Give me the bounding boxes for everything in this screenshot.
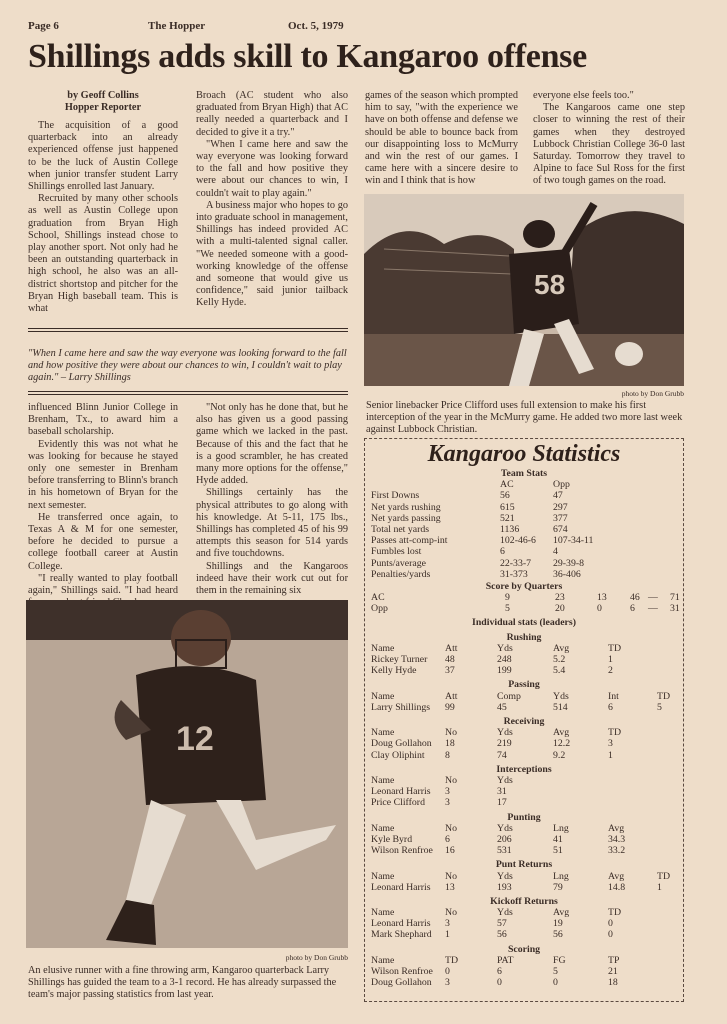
stat-cell: Att xyxy=(445,690,458,702)
stat-cell: 1 xyxy=(608,654,613,666)
stat-cell: 79 xyxy=(553,881,563,893)
stat-cell: 521 xyxy=(500,512,515,524)
stat-cell: Wilson Renfroe xyxy=(371,966,433,978)
stat-cell: Kyle Byrd xyxy=(371,833,413,845)
stat-cell: Yds xyxy=(497,727,513,739)
stat-cell: Mark Shephard xyxy=(371,929,432,941)
stats-section-header xyxy=(365,643,683,654)
team-stats-header xyxy=(365,479,683,490)
stats-section-header xyxy=(365,727,683,738)
stats-title: Kangaroo Statistics xyxy=(427,441,621,467)
byline xyxy=(28,90,178,114)
stat-cell: — xyxy=(648,603,658,615)
stat-cell: 48 xyxy=(445,654,455,666)
stat-cell: Name xyxy=(371,727,395,739)
team-stats-row xyxy=(365,558,683,569)
stat-cell: Name xyxy=(371,954,395,966)
stat-cell: 31 xyxy=(497,786,507,798)
stat-cell: 51 xyxy=(553,845,563,857)
stat-cell: Fumbles lost xyxy=(371,546,422,558)
quarters-row xyxy=(365,603,683,614)
stats-section-row xyxy=(365,882,683,893)
team-stats-row xyxy=(365,490,683,501)
stat-cell: Leonard Harris xyxy=(371,881,431,893)
stat-cell: 1 xyxy=(445,929,450,941)
stat-cell: No xyxy=(445,907,457,919)
paragraph: A business major who hopes to go into graduate school in management, Shillings has indeed provided AC with a multi-talented signal caller. "We needed someone with a good-working knowledge of the offense and someone that would give us confidence," said junior tailback Kelly Hyde. xyxy=(196,199,348,309)
stat-cell: 6 xyxy=(608,701,613,713)
stat-cell: 19 xyxy=(553,918,563,930)
paragraph: influenced Blinn Junior College in Brenham, Tx., to award him a baseball scholarship. xyxy=(28,402,178,438)
article-column-1 xyxy=(28,120,178,315)
stat-cell: 47 xyxy=(553,490,563,502)
stats-body xyxy=(365,468,683,988)
stat-cell: 13 xyxy=(597,592,607,604)
photo-caption: An elusive runner with a fine throwing arm, Kangaroo quarterback Larry Shillings has guided the team to a 3-1 record. He has already surpassed the team's major passing statistics from last year. xyxy=(28,965,337,1000)
stat-cell: Name xyxy=(371,690,395,702)
stat-cell: Leonard Harris xyxy=(371,918,431,930)
stat-cell: 56 xyxy=(500,490,510,502)
divider xyxy=(28,331,348,332)
stat-cell: 18 xyxy=(445,738,455,750)
stat-cell: Penalties/yards xyxy=(371,568,431,580)
stat-cell: 6 xyxy=(500,546,505,558)
stat-cell: TD xyxy=(657,690,671,702)
stat-cell: 20 xyxy=(555,603,565,615)
paragraph: Shillings certainly has the physical attributes to go along with his knowledge. At 5-11, 175 lbs., Shillings has completed 45 of his 99 attempts this season for 514 yards and five touchdowns. xyxy=(196,487,348,560)
stat-cell: 3 xyxy=(608,738,613,750)
stat-cell: 102-46-6 xyxy=(500,535,536,547)
stat-cell: 8 xyxy=(445,749,450,761)
stats-section-row xyxy=(365,738,683,749)
stat-cell: 5.4 xyxy=(553,665,566,677)
stat-cell: Yds xyxy=(497,907,513,919)
stat-cell: 0 xyxy=(608,929,613,941)
stat-cell: Lng xyxy=(553,870,569,882)
stat-cell: 3 xyxy=(445,786,450,798)
stats-section-header xyxy=(365,955,683,966)
paragraph: Evidently this was not what he was looking for because he stayed only one semester in Brenham before transferring to Blinn's branch in his hometown of Bryan for the next semester. xyxy=(28,438,178,511)
stat-cell: 6 xyxy=(497,966,502,978)
stat-cell: 41 xyxy=(553,833,563,845)
paragraph: "Not only has he done that, but he also has given us a good passing game which we lacked in the past. Because of this and the fact that he is a good scrambler, he has created many more options for the offense," Hyde added. xyxy=(196,402,348,487)
article-column-5 xyxy=(28,402,178,609)
stat-cell: 107-34-11 xyxy=(553,535,594,547)
stat-cell: 56 xyxy=(553,929,563,941)
stat-cell: 674 xyxy=(553,523,568,535)
paragraph: Shillings and the Kangaroos indeed have their work cut out for them in the remaining six xyxy=(196,560,348,597)
team-stats-row xyxy=(365,535,683,546)
stat-cell: Punts/average xyxy=(371,557,426,569)
stat-cell: 34.3 xyxy=(608,833,626,845)
stats-section-title: Punting xyxy=(507,811,541,823)
paragraph: everyone else feels too." xyxy=(533,90,634,101)
team-stats-row xyxy=(365,546,683,557)
stats-section-title: Passing xyxy=(508,679,540,691)
stat-cell: 531 xyxy=(497,845,512,857)
article-column-3 xyxy=(365,90,518,188)
stat-cell: Lng xyxy=(553,822,569,834)
stat-cell: — xyxy=(648,592,658,604)
divider xyxy=(28,391,348,392)
stat-cell: 3 xyxy=(445,797,450,809)
stat-cell: Doug Gollahon xyxy=(371,977,432,989)
stat-cell: Net yards rushing xyxy=(371,501,441,513)
stat-cell: Name xyxy=(371,774,395,786)
jersey-number: 12 xyxy=(176,720,214,758)
stat-cell: No xyxy=(445,727,457,739)
stat-cell: Avg xyxy=(608,822,625,834)
stat-cell: 193 xyxy=(497,881,512,893)
paragraph: He transferred once again, to Texas A & M for one semester, before he decided to pursue a college football career at Austin College. xyxy=(28,511,178,572)
stat-cell: 0 xyxy=(597,603,602,615)
stat-cell: 9 xyxy=(505,592,510,604)
stat-cell: 12.2 xyxy=(553,738,571,750)
stat-cell: Att xyxy=(445,642,458,654)
photo-linebacker xyxy=(364,194,684,386)
stat-cell: 5 xyxy=(505,603,510,615)
stats-section-title: Rushing xyxy=(506,631,542,643)
paragraph: The acquisition of a good quarterback into an already experienced offense just happened to be the luck of Austin College when junior transfer student Larry Shillings enrolled last January. xyxy=(28,120,178,193)
stats-section-header xyxy=(365,775,683,786)
stat-cell: TP xyxy=(608,954,620,966)
stat-cell: 248 xyxy=(497,654,512,666)
team-stats-row xyxy=(365,524,683,535)
team-stats-row xyxy=(365,513,683,524)
stats-section-row xyxy=(365,654,683,665)
stat-cell: 2 xyxy=(608,665,613,677)
stat-cell: 0 xyxy=(497,977,502,989)
stats-section-header xyxy=(365,871,683,882)
stat-cell: 0 xyxy=(608,918,613,930)
stat-cell: Kelly Hyde xyxy=(371,665,417,677)
stat-cell: Doug Gollahon xyxy=(371,738,432,750)
paper-name: The Hopper xyxy=(148,20,206,32)
paragraph: "When I came here and saw the way everyone was looking forward to the fall and how positive they were about our chances to win, I couldn't wait to play again." xyxy=(196,138,348,199)
stat-cell: 99 xyxy=(445,701,455,713)
stat-cell: Name xyxy=(371,822,395,834)
stat-cell: AC xyxy=(371,592,385,604)
stats-section-row xyxy=(365,786,683,797)
stat-cell: 14.8 xyxy=(608,881,626,893)
stat-cell: 74 xyxy=(497,749,507,761)
stat-cell: 23 xyxy=(555,592,565,604)
divider xyxy=(28,394,348,395)
stat-cell: 1 xyxy=(608,749,613,761)
stat-cell: 206 xyxy=(497,833,512,845)
stat-cell: 46 xyxy=(630,592,640,604)
stat-cell: Avg xyxy=(553,642,570,654)
stat-cell: 45 xyxy=(497,701,507,713)
photo-quarterback xyxy=(26,600,348,948)
stats-section-row xyxy=(365,918,683,929)
stat-cell: Int xyxy=(608,690,619,702)
stat-cell: 0 xyxy=(553,977,558,989)
stat-cell: First Downs xyxy=(371,490,420,502)
stat-cell: Avg xyxy=(608,870,625,882)
stat-cell: PAT xyxy=(497,954,514,966)
stats-section-title: Receiving xyxy=(503,716,545,728)
stat-cell: 9.2 xyxy=(553,749,566,761)
paragraph: "I really wanted to play football again," Shillings said. "I had heard xyxy=(28,572,178,597)
stat-cell: TD xyxy=(445,954,459,966)
stats-section-header xyxy=(365,823,683,834)
stat-cell: Comp xyxy=(497,690,521,702)
article-column-4 xyxy=(533,90,685,188)
stat-cell: Leonard Harris xyxy=(371,786,431,798)
photo-linebacker-image xyxy=(364,194,684,386)
stat-cell: Name xyxy=(371,642,395,654)
stat-cell: 514 xyxy=(553,701,568,713)
stat-cell: 5 xyxy=(657,701,662,713)
stat-cell: Yds xyxy=(497,642,513,654)
stat-cell: 33.2 xyxy=(608,845,626,857)
stats-section-row xyxy=(365,797,683,808)
stat-cell: 6 xyxy=(630,603,635,615)
stat-cell: 3 xyxy=(445,977,450,989)
stat-cell: 6 xyxy=(445,833,450,845)
paragraph: games of the season which prompted him to say, "with the experience we have on both offense and defense we should be able to bounce back from our disappointing loss to McMurry and win the rest of our games. I came here with a sincere desire to win and I think that is how xyxy=(365,90,518,187)
stat-cell: Yds xyxy=(497,774,513,786)
stats-section-row xyxy=(365,845,683,856)
stats-section-title: Punt Returns xyxy=(495,859,553,871)
stat-cell: 615 xyxy=(500,501,515,513)
stat-cell: 219 xyxy=(497,738,512,750)
stat-cell: 31-373 xyxy=(500,568,528,580)
pull-quote: "When I came here and saw the way everyone was looking forward to the fall and how positive they were about our chances to win, I couldn't wait to play again." – Larry Shillings xyxy=(28,348,347,383)
stat-cell: Larry Shillings xyxy=(371,701,431,713)
stat-cell: 1 xyxy=(657,881,662,893)
stat-cell: Clay Oliphint xyxy=(371,749,425,761)
byline-role: Hopper Reporter xyxy=(64,102,142,113)
stat-cell: No xyxy=(445,822,457,834)
stat-cell: Name xyxy=(371,907,395,919)
stats-section-title: Interceptions xyxy=(496,763,552,775)
stat-cell: TD xyxy=(608,727,622,739)
stat-cell: 16 xyxy=(445,845,455,857)
team-stats-row xyxy=(365,502,683,513)
stat-cell: 37 xyxy=(445,665,455,677)
stat-cell: 31 xyxy=(670,603,680,615)
stats-section-row xyxy=(365,834,683,845)
stat-cell: Name xyxy=(371,870,395,882)
issue-date: Oct. 5, 1979 xyxy=(288,20,344,32)
jersey-number: 58 xyxy=(534,269,566,300)
paragraph: Recruited by many other schools as well as Austin College upon graduation from Bryan High School, Shillings instead chose to play another sport. Not only had he been an outstanding quarterback in high school, he also was an all-district shortstop and pitcher for the Bryan High baseball team. This is what xyxy=(28,193,178,315)
stat-cell: Avg xyxy=(553,727,570,739)
page-number: Page 6 xyxy=(28,20,59,32)
stats-section-title: Scoring xyxy=(507,943,541,955)
stats-section-row xyxy=(365,665,683,676)
headline: Shillings adds skill to Kangaroo offense xyxy=(28,38,587,75)
stat-cell: 57 xyxy=(497,918,507,930)
stat-cell: 71 xyxy=(670,592,680,604)
stats-section-row xyxy=(365,702,683,713)
stat-cell: Opp xyxy=(553,479,570,491)
stat-cell: Net yards passing xyxy=(371,512,441,524)
stat-cell: 5 xyxy=(553,966,558,978)
stat-cell: 199 xyxy=(497,665,512,677)
stat-cell: Opp xyxy=(371,603,388,615)
photo-credit: photo by Don Grubb xyxy=(285,953,348,962)
stat-cell: 36-406 xyxy=(553,568,581,580)
quarters-row xyxy=(365,592,683,603)
paragraph: The Kangaroos came one step closer to winning the rest of their games when they destroyed Lubbock Christian College 36-0 last Saturday. Tomorrow they travel to Alpine to face Sul Ross for the first of two tough games on the road. xyxy=(533,102,685,187)
stat-cell: 13 xyxy=(445,881,455,893)
stat-cell: 1136 xyxy=(500,523,520,535)
stats-section-row xyxy=(365,977,683,988)
stats-section-row xyxy=(365,929,683,940)
team-stats-row xyxy=(365,569,683,580)
stat-cell: 377 xyxy=(553,512,568,524)
individual-stats-title: Individual stats (leaders) xyxy=(472,617,576,629)
stat-cell: AC xyxy=(500,479,514,491)
stat-cell: 17 xyxy=(497,797,507,809)
photo-quarterback-image xyxy=(26,600,348,948)
stats-box xyxy=(364,438,684,1002)
stat-cell: Price Clifford xyxy=(371,797,425,809)
stats-section-header xyxy=(365,691,683,702)
stat-cell: 21 xyxy=(608,966,618,978)
stat-cell: 56 xyxy=(497,929,507,941)
stat-cell: Passes att-comp-int xyxy=(371,535,448,547)
stats-section-header xyxy=(365,907,683,918)
stat-cell: Yds xyxy=(497,870,513,882)
stats-section-row xyxy=(365,966,683,977)
stats-section-title: Kickoff Returns xyxy=(490,895,558,907)
article-column-6 xyxy=(196,402,348,597)
stat-cell: 5.2 xyxy=(553,654,566,666)
stat-cell: 297 xyxy=(553,501,568,513)
stat-cell: 22-33-7 xyxy=(500,557,532,569)
stat-cell: 0 xyxy=(445,966,450,978)
stat-cell: TD xyxy=(608,642,622,654)
stat-cell: 18 xyxy=(608,977,618,989)
stat-cell: Rickey Turner xyxy=(371,654,428,666)
stat-cell: Yds xyxy=(553,690,569,702)
divider xyxy=(28,328,348,329)
article-column-2 xyxy=(196,90,348,310)
stat-cell: Avg xyxy=(553,907,570,919)
stat-cell: No xyxy=(445,774,457,786)
byline-author: by Geoff Collins xyxy=(67,90,139,101)
stat-cell: FG xyxy=(553,954,566,966)
stat-cell: 4 xyxy=(553,546,558,558)
stat-cell: Yds xyxy=(497,822,513,834)
stat-cell: Wilson Renfroe xyxy=(371,845,433,857)
stat-cell: TD xyxy=(657,870,671,882)
stat-cell: 3 xyxy=(445,918,450,930)
quarters-title: Score by Quarters xyxy=(485,580,563,592)
stat-cell: 29-39-8 xyxy=(553,557,585,569)
stat-cell: No xyxy=(445,870,457,882)
stat-cell: TD xyxy=(608,907,622,919)
stat-cell: Total net yards xyxy=(371,523,430,535)
photo-caption: Senior linebacker Price Clifford uses full extension to make his first interception of the year in the McMurry game. He added two more last week against Lubbock Christian. xyxy=(366,400,683,435)
photo-credit: photo by Don Grubb xyxy=(621,389,684,398)
paragraph: Broach (AC student who also graduated from Bryan High) that AC really needed a quarterback and I decided to give it a try." xyxy=(196,90,348,138)
team-stats-title: Team Stats xyxy=(500,468,548,479)
stats-section-row xyxy=(365,750,683,761)
